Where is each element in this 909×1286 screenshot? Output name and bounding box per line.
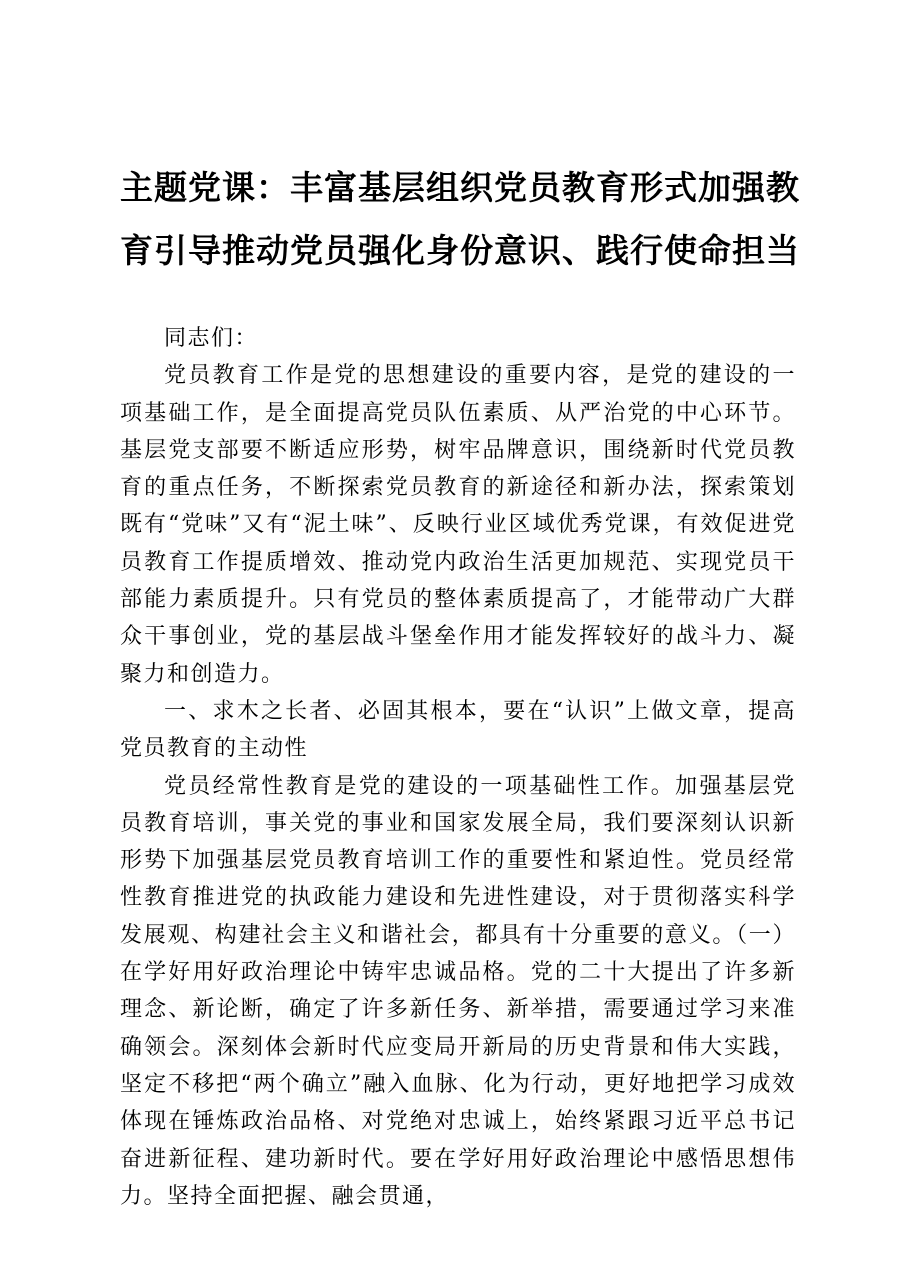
document-body: [120, 320, 796, 1215]
document-title: [120, 156, 800, 282]
greeting: 同志们：: [164, 326, 259, 351]
title-line-1: 主题党课：丰富基层组织党员教育形式加强教: [120, 168, 800, 207]
paragraph-intro: 党员教育工作是党的思想建设的重要内容，是党的建设的一项基础工作，是全面提高党员队伍素质、从严治党的中心环节。基层党支部要不断适应形势，树牢品牌意识，围绕新时代党员教育的重点任务，不断探索党员教育的新途径和新办法，探索策划既有“党味”又有“泥土味”、反映行业区域优秀党课，有效促进党员教育工作提质增效、推动党内政治生活更加规范、实现党员干部能力素质提升。只有党员的整体素质提高了，才能带动广大群众干事创业，党的基层战斗堡垒作用才能发挥较好的战斗力、凝聚力和创造力。: [120, 363, 796, 687]
section-heading-1: 一、求木之长者、必固其根本，要在“认识”上做文章，提高党员教育的主动性: [120, 698, 796, 762]
paragraph-section-1: 党员经常性教育是党的建设的一项基础性工作。加强基层党员教育培训，事关党的事业和国家发展全局，我们要深刻认识新形势下加强基层党员教育培训工作的重要性和紧迫性。党员经常性教育推进党的执政能力建设和先进性建设，对于贯彻落实科学发展观、构建社会主义和谐社会，都具有十分重要的意义。（一）在学好用好政治理论中铸牢忠诚品格。党的二十大提出了许多新理念、新论断，确定了许多新任务、新举措，需要通过学习来准确领会。深刻体会新时代应变局开新局的历史背景和伟大实践，坚定不移把“两个确立”融入血脉、化为行动，更好地把学习成效体现在锤炼政治品格、对党绝对忠诚上，始终紧跟习近平总书记奋进新征程、建功新时代。要在学好用好政治理论中感悟思想伟力。坚持全面把握、融会贯通，: [120, 773, 796, 1209]
title-line-2: 育引导推动党员强化身份意识、践行使命担当: [120, 231, 800, 270]
